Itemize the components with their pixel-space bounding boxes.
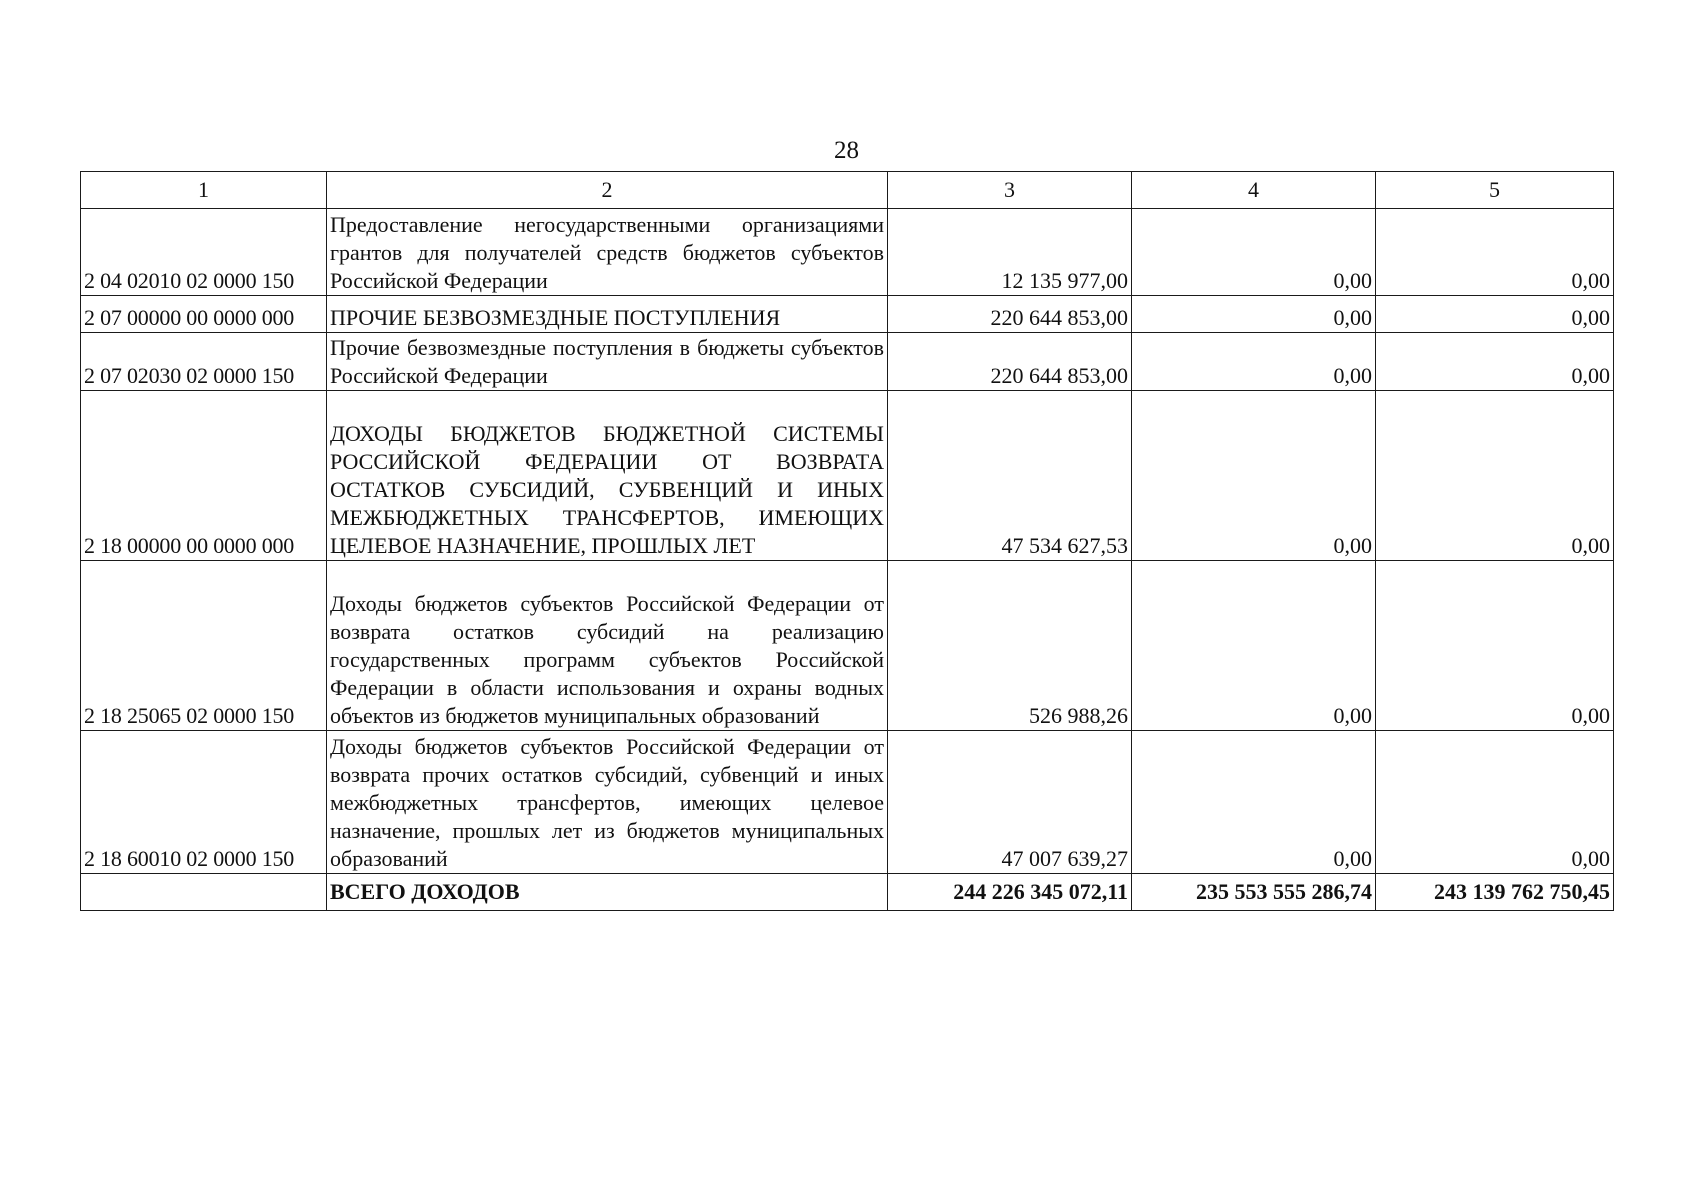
budget-revenue-table — [80, 171, 1614, 911]
table-row — [81, 561, 1614, 731]
revenue-name: Доходы бюджетов субъектов Российской Федерации от возврата прочих остатков субсидий, субвенций и иных межбюджетных трансфертов, имеющих целевое назначение, прошлых лет из бюджетов муниципальных образований — [327, 731, 888, 874]
total-label: ВСЕГО ДОХОДОВ — [327, 874, 888, 911]
table-row — [81, 333, 1614, 391]
total-col4: 235 553 555 286,74 — [1132, 874, 1376, 911]
amount-col5: 0,00 — [1376, 209, 1614, 296]
table-header-row — [81, 172, 1614, 209]
column-header-2: 2 — [327, 172, 888, 209]
total-col5: 243 139 762 750,45 — [1376, 874, 1614, 911]
amount-col3: 526 988,26 — [888, 561, 1132, 731]
amount-col4: 0,00 — [1132, 333, 1376, 391]
revenue-name: Прочие безвозмездные поступления в бюджеты субъектов Российской Федерации — [327, 333, 888, 391]
revenue-name: Предоставление негосударственными организациями грантов для получателей средств бюджетов субъектов Российской Федерации — [327, 209, 888, 296]
amount-col3: 220 644 853,00 — [888, 333, 1132, 391]
amount-col4: 0,00 — [1132, 209, 1376, 296]
column-header-5: 5 — [1376, 172, 1614, 209]
revenue-code: 2 18 00000 00 0000 000 — [81, 391, 327, 561]
total-row — [81, 874, 1614, 911]
table-row — [81, 391, 1614, 561]
amount-col4: 0,00 — [1132, 296, 1376, 333]
amount-col5: 0,00 — [1376, 391, 1614, 561]
amount-col5: 0,00 — [1376, 333, 1614, 391]
revenue-code: 2 07 02030 02 0000 150 — [81, 333, 327, 391]
amount-col3: 47 534 627,53 — [888, 391, 1132, 561]
revenue-name: Доходы бюджетов субъектов Российской Федерации от возврата остатков субсидий на реализацию государственных программ субъектов Российской Федерации в области использования и охраны водных объектов из бюджетов муниципальных образований — [327, 561, 888, 731]
table-row — [81, 296, 1614, 333]
amount-col4: 0,00 — [1132, 561, 1376, 731]
amount-col5: 0,00 — [1376, 561, 1614, 731]
revenue-code: 2 18 25065 02 0000 150 — [81, 561, 327, 731]
revenue-name: ПРОЧИЕ БЕЗВОЗМЕЗДНЫЕ ПОСТУПЛЕНИЯ — [327, 296, 888, 333]
revenue-code: 2 18 60010 02 0000 150 — [81, 731, 327, 874]
amount-col3: 220 644 853,00 — [888, 296, 1132, 333]
amount-col5: 0,00 — [1376, 731, 1614, 874]
revenue-name: ДОХОДЫ БЮДЖЕТОВ БЮДЖЕТНОЙ СИСТЕМЫ РОССИЙСКОЙ ФЕДЕРАЦИИ ОТ ВОЗВРАТА ОСТАТКОВ СУБСИДИЙ, СУБВЕНЦИЙ И ИНЫХ МЕЖБЮДЖЕТНЫХ ТРАНСФЕРТОВ, ИМЕЮЩИХ ЦЕЛЕВОЕ НАЗНАЧЕНИЕ, ПРОШЛЫХ ЛЕТ — [327, 391, 888, 561]
total-col3: 244 226 345 072,11 — [888, 874, 1132, 911]
page-number: 28 — [834, 137, 859, 164]
amount-col3: 47 007 639,27 — [888, 731, 1132, 874]
revenue-code: 2 04 02010 02 0000 150 — [81, 209, 327, 296]
amount-col4: 0,00 — [1132, 731, 1376, 874]
amount-col5: 0,00 — [1376, 296, 1614, 333]
table-row — [81, 731, 1614, 874]
column-header-4: 4 — [1132, 172, 1376, 209]
table-row — [81, 209, 1614, 296]
amount-col3: 12 135 977,00 — [888, 209, 1132, 296]
total-code — [81, 874, 327, 911]
amount-col4: 0,00 — [1132, 391, 1376, 561]
revenue-code: 2 07 00000 00 0000 000 — [81, 296, 327, 333]
column-header-3: 3 — [888, 172, 1132, 209]
column-header-1: 1 — [81, 172, 327, 209]
